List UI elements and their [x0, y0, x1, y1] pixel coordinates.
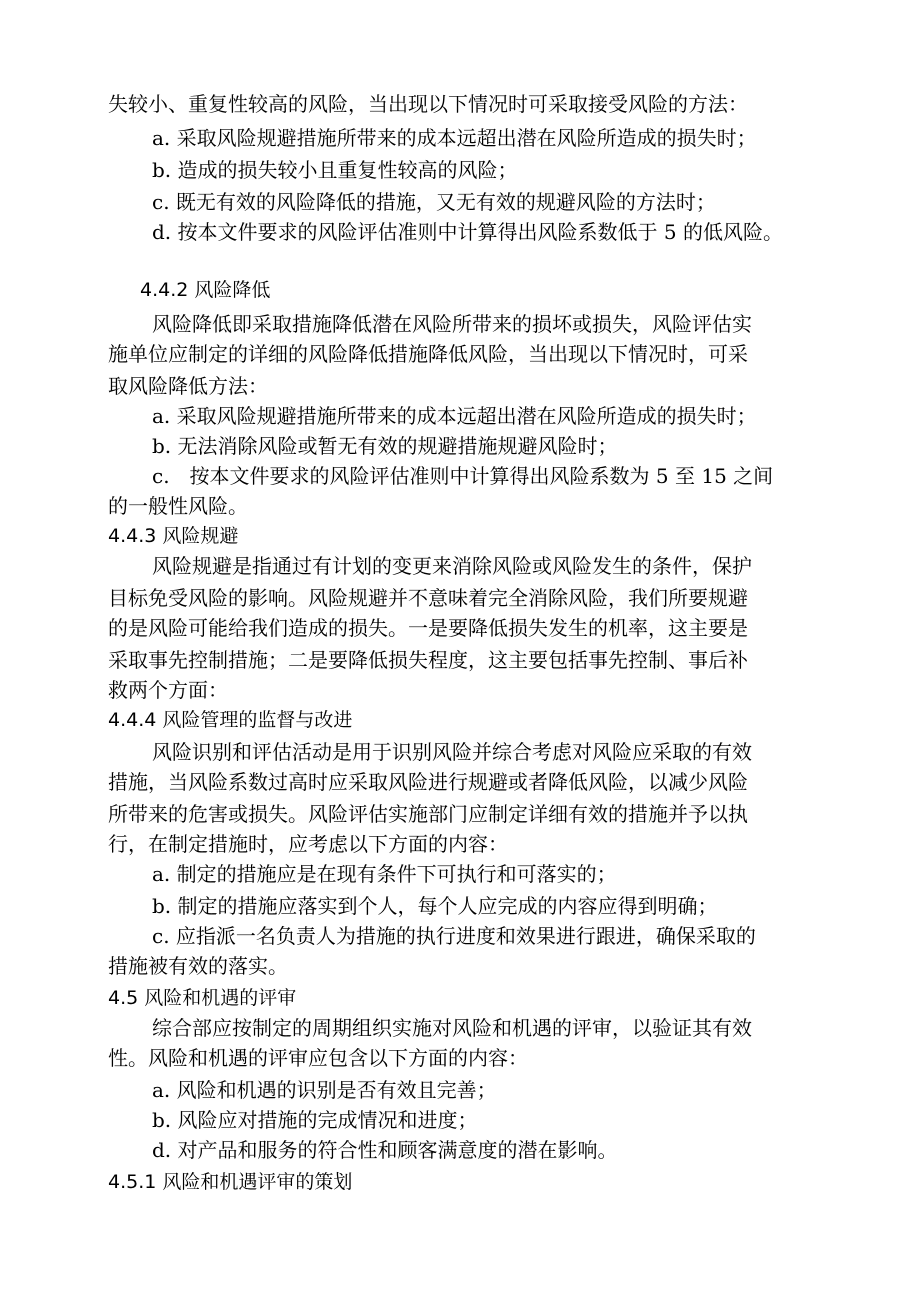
- section-heading-4-4-2: 4.4.2 风险降低: [140, 279, 271, 301]
- paragraph-line: 目标免受风险的影响。风险规避并不意味着完全消除风险，我们所要规避: [108, 586, 748, 610]
- paragraph-line: 措施被有效的落实。: [108, 954, 288, 978]
- list-item: a. 制定的措施应是在现有条件下可执行和可落实的；: [152, 862, 617, 886]
- section-heading-4-4-3: 4.4.3 风险规避: [108, 525, 239, 547]
- paragraph-line: 综合部应按制定的周期组织实施对风险和机遇的评审，以验证其有效: [152, 1016, 752, 1040]
- paragraph-line: 风险识别和评估活动是用于识别风险并综合考虑对风险应采取的有效: [152, 740, 752, 764]
- paragraph-line: 救两个方面：: [108, 678, 228, 702]
- paragraph-line: 所带来的危害或损失。风险评估实施部门应制定详细有效的措施并予以执: [108, 802, 748, 826]
- list-item: a. 风险和机遇的识别是否有效且完善；: [152, 1078, 497, 1102]
- list-item: b. 无法消除风险或暂无有效的规避措施规避风险时；: [152, 434, 618, 458]
- list-item: c. 既无有效的风险降低的措施，又无有效的规避风险的方法时；: [152, 190, 716, 214]
- list-item: d. 对产品和服务的符合性和顾客满意度的潜在影响。: [152, 1138, 618, 1162]
- paragraph-line: 性。风险和机遇的评审应包含以下方面的内容：: [108, 1046, 528, 1070]
- list-item: b. 造成的损失较小且重复性较高的风险；: [152, 158, 518, 182]
- paragraph-line: 行，在制定措施时，应考虑以下方面的内容：: [108, 832, 508, 856]
- list-item: d. 按本文件要求的风险评估准则中计算得出风险系数低于 5 的低风险。: [152, 220, 783, 244]
- paragraph-line: 风险规避是指通过有计划的变更来消除风险或风险发生的条件，保护: [152, 554, 752, 578]
- paragraph-line: 的一般性风险。: [108, 494, 248, 518]
- list-item: b. 制定的措施应落实到个人，每个人应完成的内容应得到明确；: [152, 894, 718, 918]
- list-item: c. 应指派一名负责人为措施的执行进度和效果进行跟进，确保采取的: [152, 924, 756, 948]
- paragraph-line: 失较小、重复性较高的风险，当出现以下情况时可采取接受风险的方法：: [108, 92, 748, 116]
- list-item: a. 采取风险规避措施所带来的成本远超出潜在风险所造成的损失时；: [152, 404, 757, 428]
- paragraph-line: 取风险降低方法：: [108, 374, 268, 398]
- paragraph-line: 的是风险可能给我们造成的损失。一是要降低损失发生的机率，这主要是: [108, 616, 748, 640]
- paragraph-line: 措施，当风险系数过高时应采取风险进行规避或者降低风险，以减少风险: [108, 770, 748, 794]
- paragraph-line: 采取事先控制措施；二是要降低损失程度，这主要包括事先控制、事后补: [108, 648, 748, 672]
- list-item: b. 风险应对措施的完成情况和进度；: [152, 1108, 478, 1132]
- section-heading-4-5-1: 4.5.1 风险和机遇评审的策划: [108, 1171, 353, 1193]
- paragraph-line: 风险降低即采取措施降低潜在风险所带来的损坏或损失，风险评估实: [152, 312, 752, 336]
- list-item: c. 按本文件要求的风险评估准则中计算得出风险系数为 5 至 15 之间: [152, 464, 774, 488]
- list-item: a. 采取风险规避措施所带来的成本远超出潜在风险所造成的损失时；: [152, 126, 757, 150]
- section-heading-4-5: 4.5 风险和机遇的评审: [108, 987, 297, 1009]
- section-heading-4-4-4: 4.4.4 风险管理的监督与改进: [108, 709, 353, 731]
- paragraph-line: 施单位应制定的详细的风险降低措施降低风险，当出现以下情况时，可采: [108, 342, 748, 366]
